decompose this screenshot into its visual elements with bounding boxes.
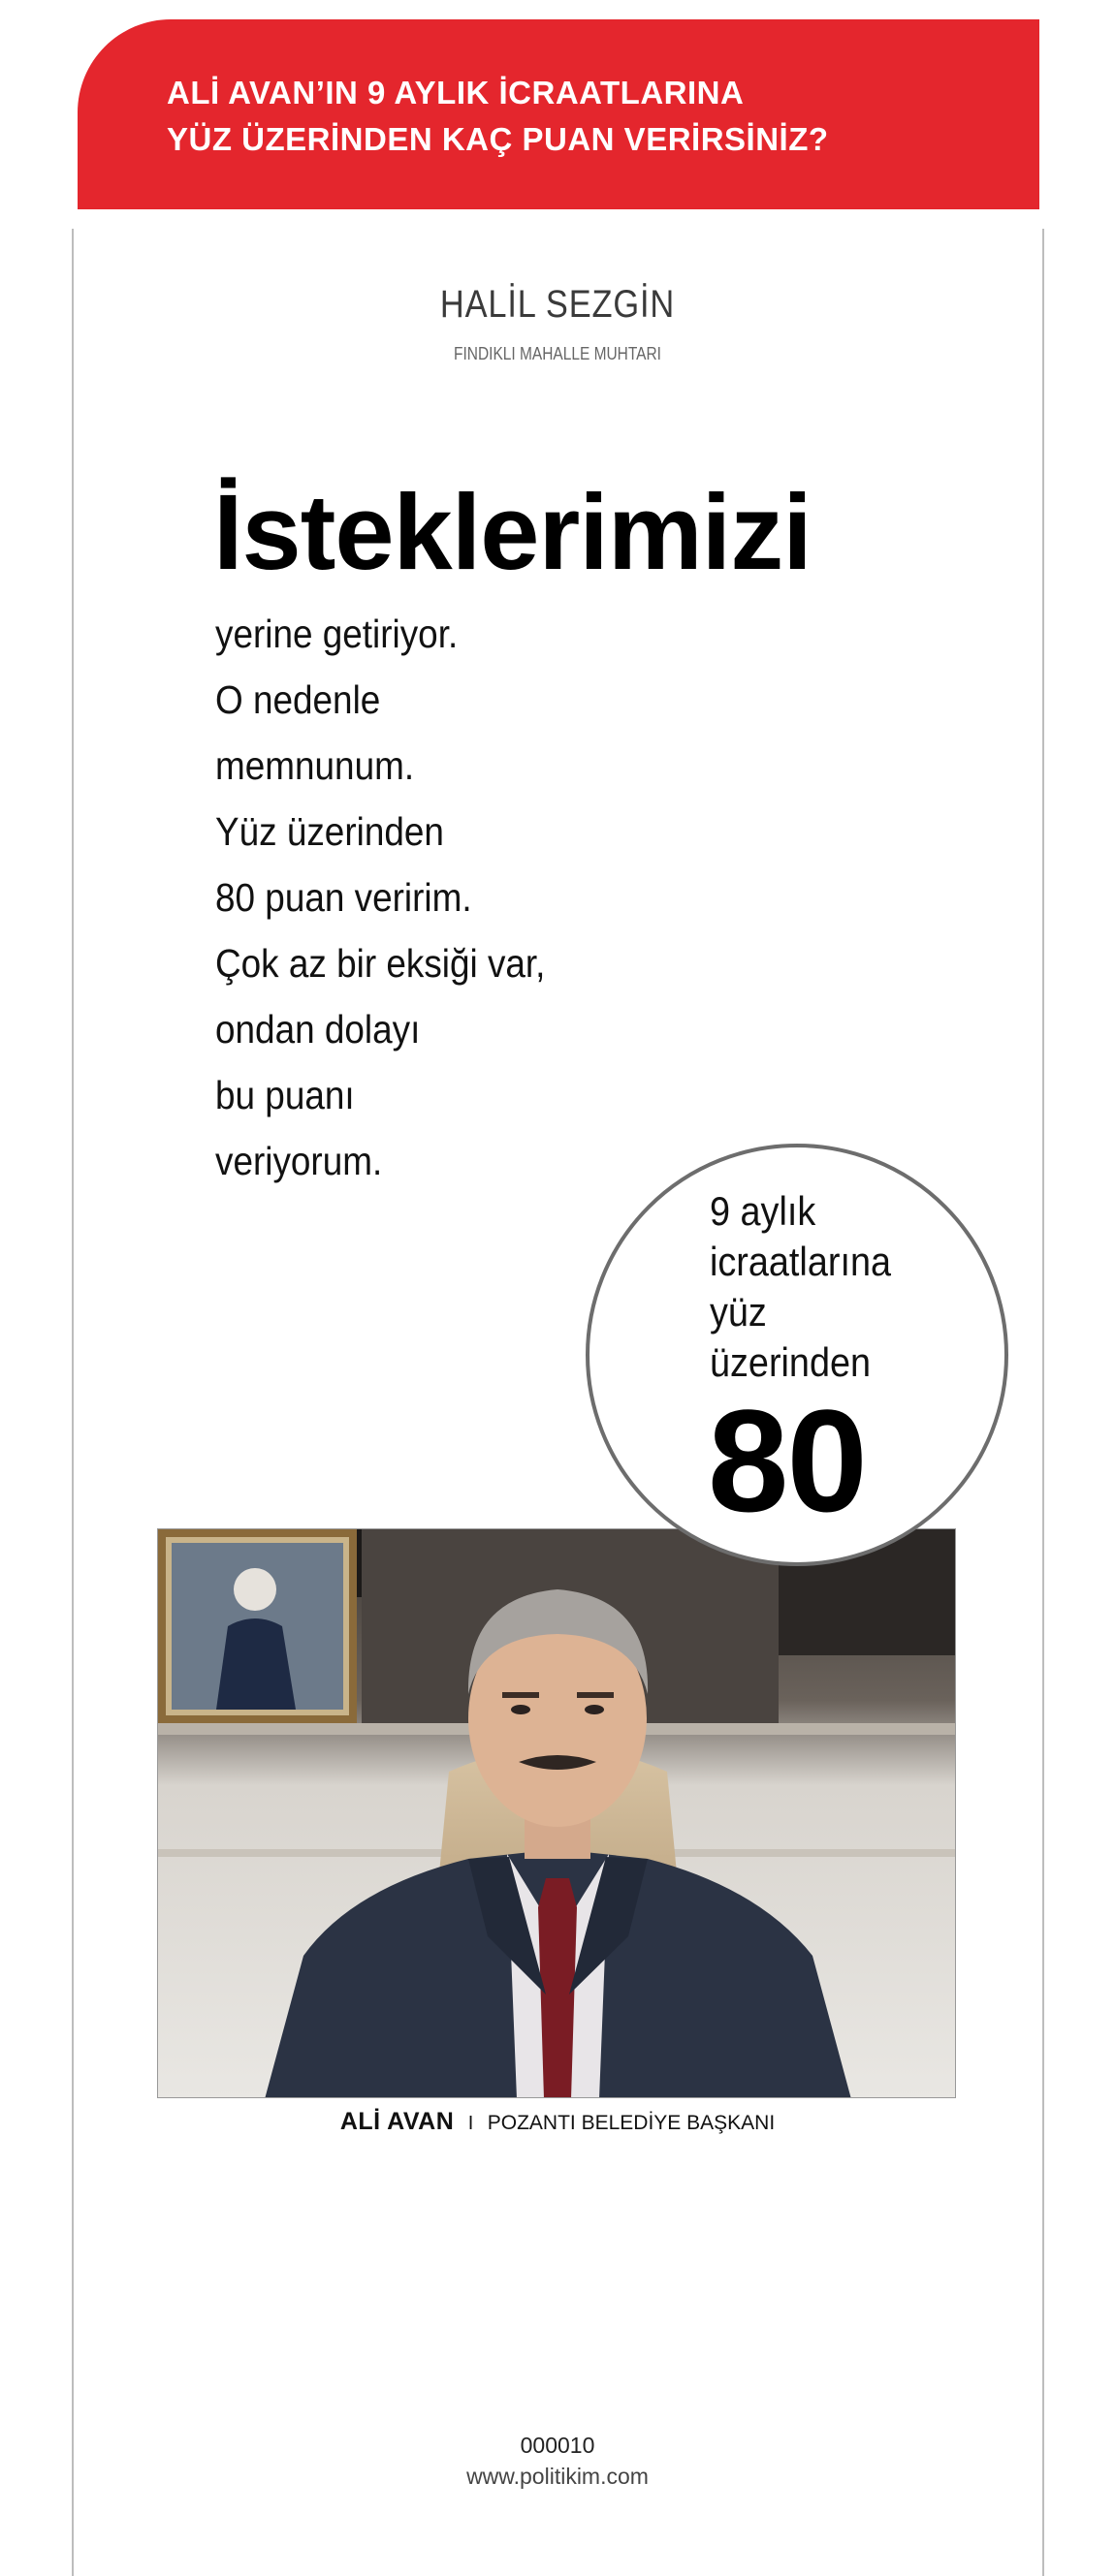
- quote-line: bu puanı: [215, 1073, 355, 1117]
- caption-separator: I: [467, 2113, 474, 2134]
- quote-line: yerine getiriyor.: [215, 612, 459, 656]
- score-badge-line: 9 aylık: [710, 1188, 816, 1234]
- headline-banner: [78, 19, 1039, 209]
- quote-line: ondan dolayı: [215, 1007, 421, 1052]
- score-badge: [586, 1144, 1008, 1566]
- quote-line: Yüz üzerinden: [215, 809, 444, 854]
- quote-line: Çok az bir eksiği var,: [215, 941, 546, 986]
- score-badge-caption: [710, 1186, 911, 1388]
- score-badge-line: üzerinden: [710, 1339, 872, 1385]
- right-border-line: [1042, 229, 1044, 2576]
- score-badge-line: icraatlarına: [710, 1239, 891, 1284]
- portrait-illustration: [158, 1529, 956, 2098]
- quote-body: [215, 601, 582, 1194]
- caption-title: POZANTI BELEDİYE BAŞKANI: [487, 2112, 776, 2134]
- quote-line: veriyorum.: [215, 1139, 383, 1183]
- quote-line: 80 puan veririm.: [215, 875, 472, 920]
- interviewee-role: FINDIKLI MAHALLE MUHTARI: [454, 344, 661, 363]
- interviewee-name: HALİL SEZGİN: [439, 283, 676, 326]
- photo-caption: [0, 2108, 1115, 2136]
- mayor-portrait-photo: [157, 1528, 956, 2098]
- page-code: 000010: [520, 2433, 595, 2458]
- banner-question-line-1: ALİ AVAN’IN 9 AYLIK İCRAATLARINA: [167, 75, 745, 110]
- website-link[interactable]: www.politikim.com: [466, 2464, 649, 2489]
- quote-headline: İsteklerimizi: [213, 473, 812, 592]
- quote-line: O nedenle: [215, 677, 381, 722]
- score-value: 80: [708, 1379, 866, 1542]
- banner-question-line-2: YÜZ ÜZERİNDEN KAÇ PUAN VERİRSİNİZ?: [167, 121, 829, 157]
- quote-line: memnunum.: [215, 743, 415, 788]
- score-badge-line: yüz: [710, 1289, 767, 1335]
- left-border-line: [72, 229, 74, 2576]
- caption-name: ALİ AVAN: [339, 2108, 455, 2135]
